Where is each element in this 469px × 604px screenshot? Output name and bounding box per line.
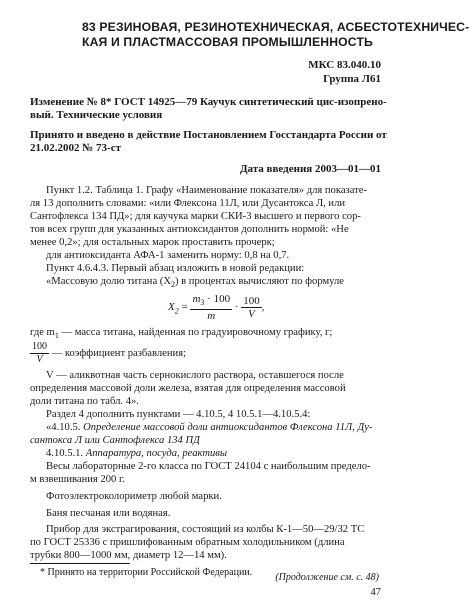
body-line: 4.10.5.1. Аппаратура, посуда, реактивы [46, 448, 228, 459]
body-line: доли титана по табл. 4». [30, 396, 139, 407]
dilution-ratio-line: $\frac{100}{V}$ — коэффициент разбавления; [32, 341, 187, 365]
body-line: «4.10.5. Определение массовой доли антиоксидантов Флексона 11Л, Ду- [46, 422, 373, 433]
group-code: Группа Л61 [323, 73, 381, 85]
footnote-divider [30, 563, 130, 564]
body-line: ля 13 дополнить словами: «или Флексона 11Л, или Дусантокса Л, или [30, 198, 346, 209]
amendment-title-line1: Изменение № 8* ГОСТ 14925—79 Каучук синтетический цис-изопрено- [30, 96, 387, 108]
adopted-line2: 21.02.2002 № 73-ст [30, 142, 122, 154]
body-line: Весы лабораторные 2-го класса по ГОСТ 24104 с наибольшим предело- [46, 461, 371, 472]
body-line: Пункт 1.2. Таблица 1. Графу «Наименование показателя» для показате- [46, 185, 368, 196]
mks-code: МКС 83.040.10 [308, 59, 381, 71]
body-line: Баня песчаная или водяная. [46, 508, 171, 519]
section-title-line1: 83 РЕЗИНОВАЯ, РЕЗИНОТЕХНИЧЕСКАЯ, АСБЕСТОТЕХНИЧЕС- [82, 20, 469, 34]
adopted-line1: Принято и введено в действие Постановлением Госстандарта России от [30, 129, 387, 141]
body-line: Раздел 4 дополнить пунктами — 4.10.5, 4 10.5.1—4.10.5.4: [46, 409, 311, 420]
body-line: менее 0,2»; для остальных марок проставить прочерк; [30, 237, 275, 248]
page-number: 47 [370, 587, 381, 598]
body-line: «Массовую долю титана $(X_2)$ в процентах вычисляют по формуле [46, 276, 344, 290]
body-line: Фотоэлектроколориметр любой марки. [46, 491, 222, 502]
body-line: Прибор для экстрагирования, состоящий из колбы К-1—50—29/32 ТС [46, 524, 365, 535]
footnote: * Принято на территории Российской Федерации. [40, 567, 253, 578]
body-line: трубки 800—1000 мм, диаметр 12—14 мм). [30, 550, 227, 561]
effective-date: Дата введения 2003—01—01 [239, 163, 381, 175]
body-line: V — аликвотная часть сернокислого раствора, оставшегося после [46, 370, 344, 381]
body-line: тов всех групп для указанных антиоксидантов дополнить нормой: «Не [30, 224, 349, 235]
body-line: для антиоксиданта АФА-1 заменить норму: 0,8 на 0,7. [46, 250, 290, 261]
section-title-line2: КАЯ И ПЛАСТМАССОВАЯ ПРОМЫШЛЕННОСТЬ [82, 35, 373, 49]
body-line: Пункт 4.6.4.3. Первый абзац изложить в новой редакции: [46, 263, 305, 274]
body-line: сантокса Л или Сантофлекса 134 ПД [30, 435, 200, 446]
body-line: по ГОСТ 25336 с пришлифованным обратным холодильником (длина [30, 537, 345, 548]
amendment-title-line2: вый. Технические условия [30, 109, 163, 121]
body-line: Сантофлекса 134 ПД»; для каучука марки СКИ-3 высшего и первого сор- [30, 211, 361, 222]
body-line: где $m_1$ — масса титана, найденная по градуировочному графику, г; [30, 327, 333, 341]
body-line: м взвешивания 200 г. [30, 474, 125, 485]
body-line: определения массовой доли железа, взятая для определения массовой [30, 383, 346, 394]
continuation-note: (Продолжение см. с. 48) [275, 572, 379, 583]
titanium-formula: $X_2$ = $\frac{m_3 \cdot 100}{m}$ · $\frac{100}{V}$ , [168, 293, 265, 323]
